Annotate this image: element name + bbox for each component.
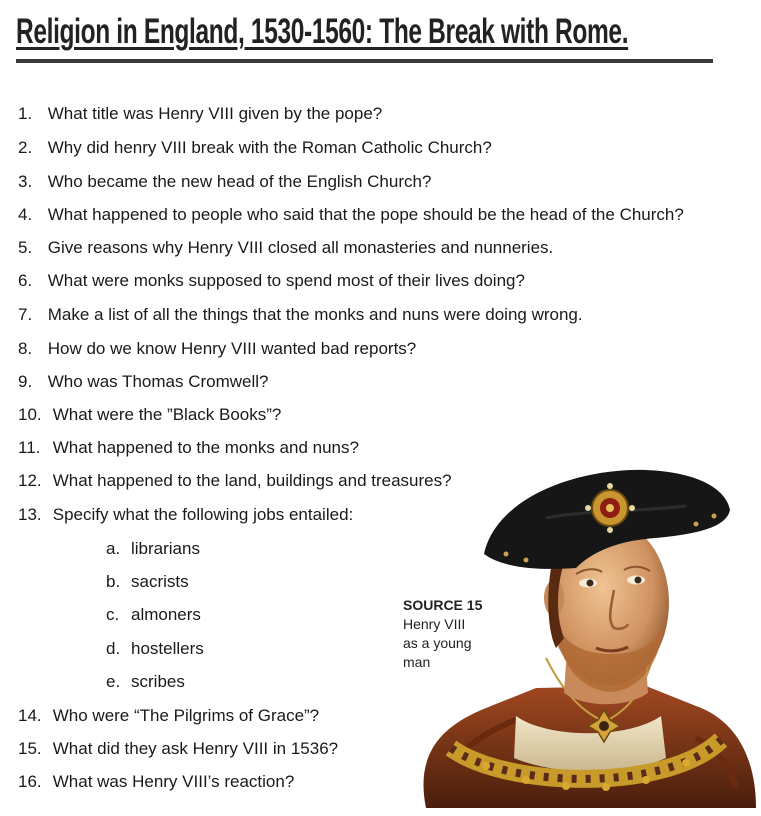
question-item: [18, 471, 452, 491]
caption-line: man: [403, 654, 431, 670]
question-number: 8.: [18, 339, 33, 358]
job-text: sacrists: [131, 572, 189, 591]
job-letter: e.: [106, 672, 121, 691]
question-number: 12.: [18, 471, 42, 490]
question-item: [18, 238, 553, 258]
job-text: librarians: [131, 539, 200, 558]
job-item: [106, 605, 201, 625]
source-label: SOURCE 15: [403, 597, 483, 613]
question-text: Why did henry VIII break with the Roman Catholic Church?: [47, 138, 492, 157]
job-letter: b.: [106, 572, 121, 591]
question-text: What happened to people who said that the pope should be the head of the Church?: [47, 205, 684, 224]
question-number: 6.: [18, 271, 33, 290]
question-text: Give reasons why Henry VIII closed all monasteries and nunneries.: [47, 238, 554, 257]
question-text: What were the ”Black Books”?: [52, 405, 282, 424]
question-text: What title was Henry VIII given by the pope?: [47, 104, 383, 123]
job-item: [106, 539, 200, 559]
question-number: 2.: [18, 138, 33, 157]
job-item: [106, 672, 185, 692]
question-item: [18, 405, 281, 425]
question-item: [18, 706, 319, 726]
question-number: 11.: [18, 438, 41, 457]
question-number: 14.: [18, 706, 42, 725]
caption-line: Henry VIII: [403, 616, 466, 632]
page-title: Religion in England, 1530-1560: The Break with Rome.: [16, 12, 629, 51]
job-item: [106, 572, 189, 592]
job-text: hostellers: [131, 639, 204, 658]
question-text: What was Henry VIII’s reaction?: [52, 772, 295, 791]
question-number: 16.: [18, 772, 42, 791]
question-number: 13.: [18, 505, 42, 524]
question-item: [18, 104, 382, 124]
question-number: 10.: [18, 405, 42, 424]
question-number: 1.: [18, 104, 33, 123]
job-text: scribes: [131, 672, 185, 691]
question-number: 5.: [18, 238, 33, 257]
question-item: [18, 205, 684, 225]
question-item: [18, 271, 525, 291]
question-text: Who was Thomas Cromwell?: [47, 372, 269, 391]
job-text: almoners: [131, 605, 201, 624]
question-text: Who became the new head of the English Church?: [47, 172, 432, 191]
question-text: Specify what the following jobs entailed:: [52, 505, 354, 524]
question-item: [18, 305, 583, 325]
question-number: 3.: [18, 172, 33, 191]
question-number: 9.: [18, 372, 33, 391]
title-rule: [16, 59, 713, 63]
question-text: What did they ask Henry VIII in 1536?: [52, 739, 339, 758]
question-text: Make a list of all the things that the monks and nuns were doing wrong.: [47, 305, 583, 324]
question-number: 7.: [18, 305, 33, 324]
question-text: How do we know Henry VIII wanted bad reports?: [47, 339, 417, 358]
question-number: 15.: [18, 739, 42, 758]
job-letter: a.: [106, 539, 121, 558]
question-item: [18, 138, 492, 158]
question-text: Who were “The Pilgrims of Grace”?: [52, 706, 320, 725]
source-caption: [403, 596, 482, 672]
question-text: What happened to the land, buildings and treasures?: [52, 471, 452, 490]
question-number: 4.: [18, 205, 33, 224]
question-item: [18, 772, 294, 792]
question-text: What happened to the monks and nuns?: [52, 438, 359, 457]
question-item: [18, 505, 353, 525]
question-item: [18, 372, 269, 392]
question-item: [18, 438, 359, 458]
caption-line: as a young: [403, 635, 472, 651]
job-item: [106, 639, 204, 659]
question-text: What were monks supposed to spend most of their lives doing?: [47, 271, 525, 290]
job-letter: d.: [106, 639, 121, 658]
question-item: [18, 172, 431, 192]
question-item: [18, 739, 338, 759]
job-letter: c.: [106, 605, 120, 624]
question-item: [18, 339, 416, 359]
